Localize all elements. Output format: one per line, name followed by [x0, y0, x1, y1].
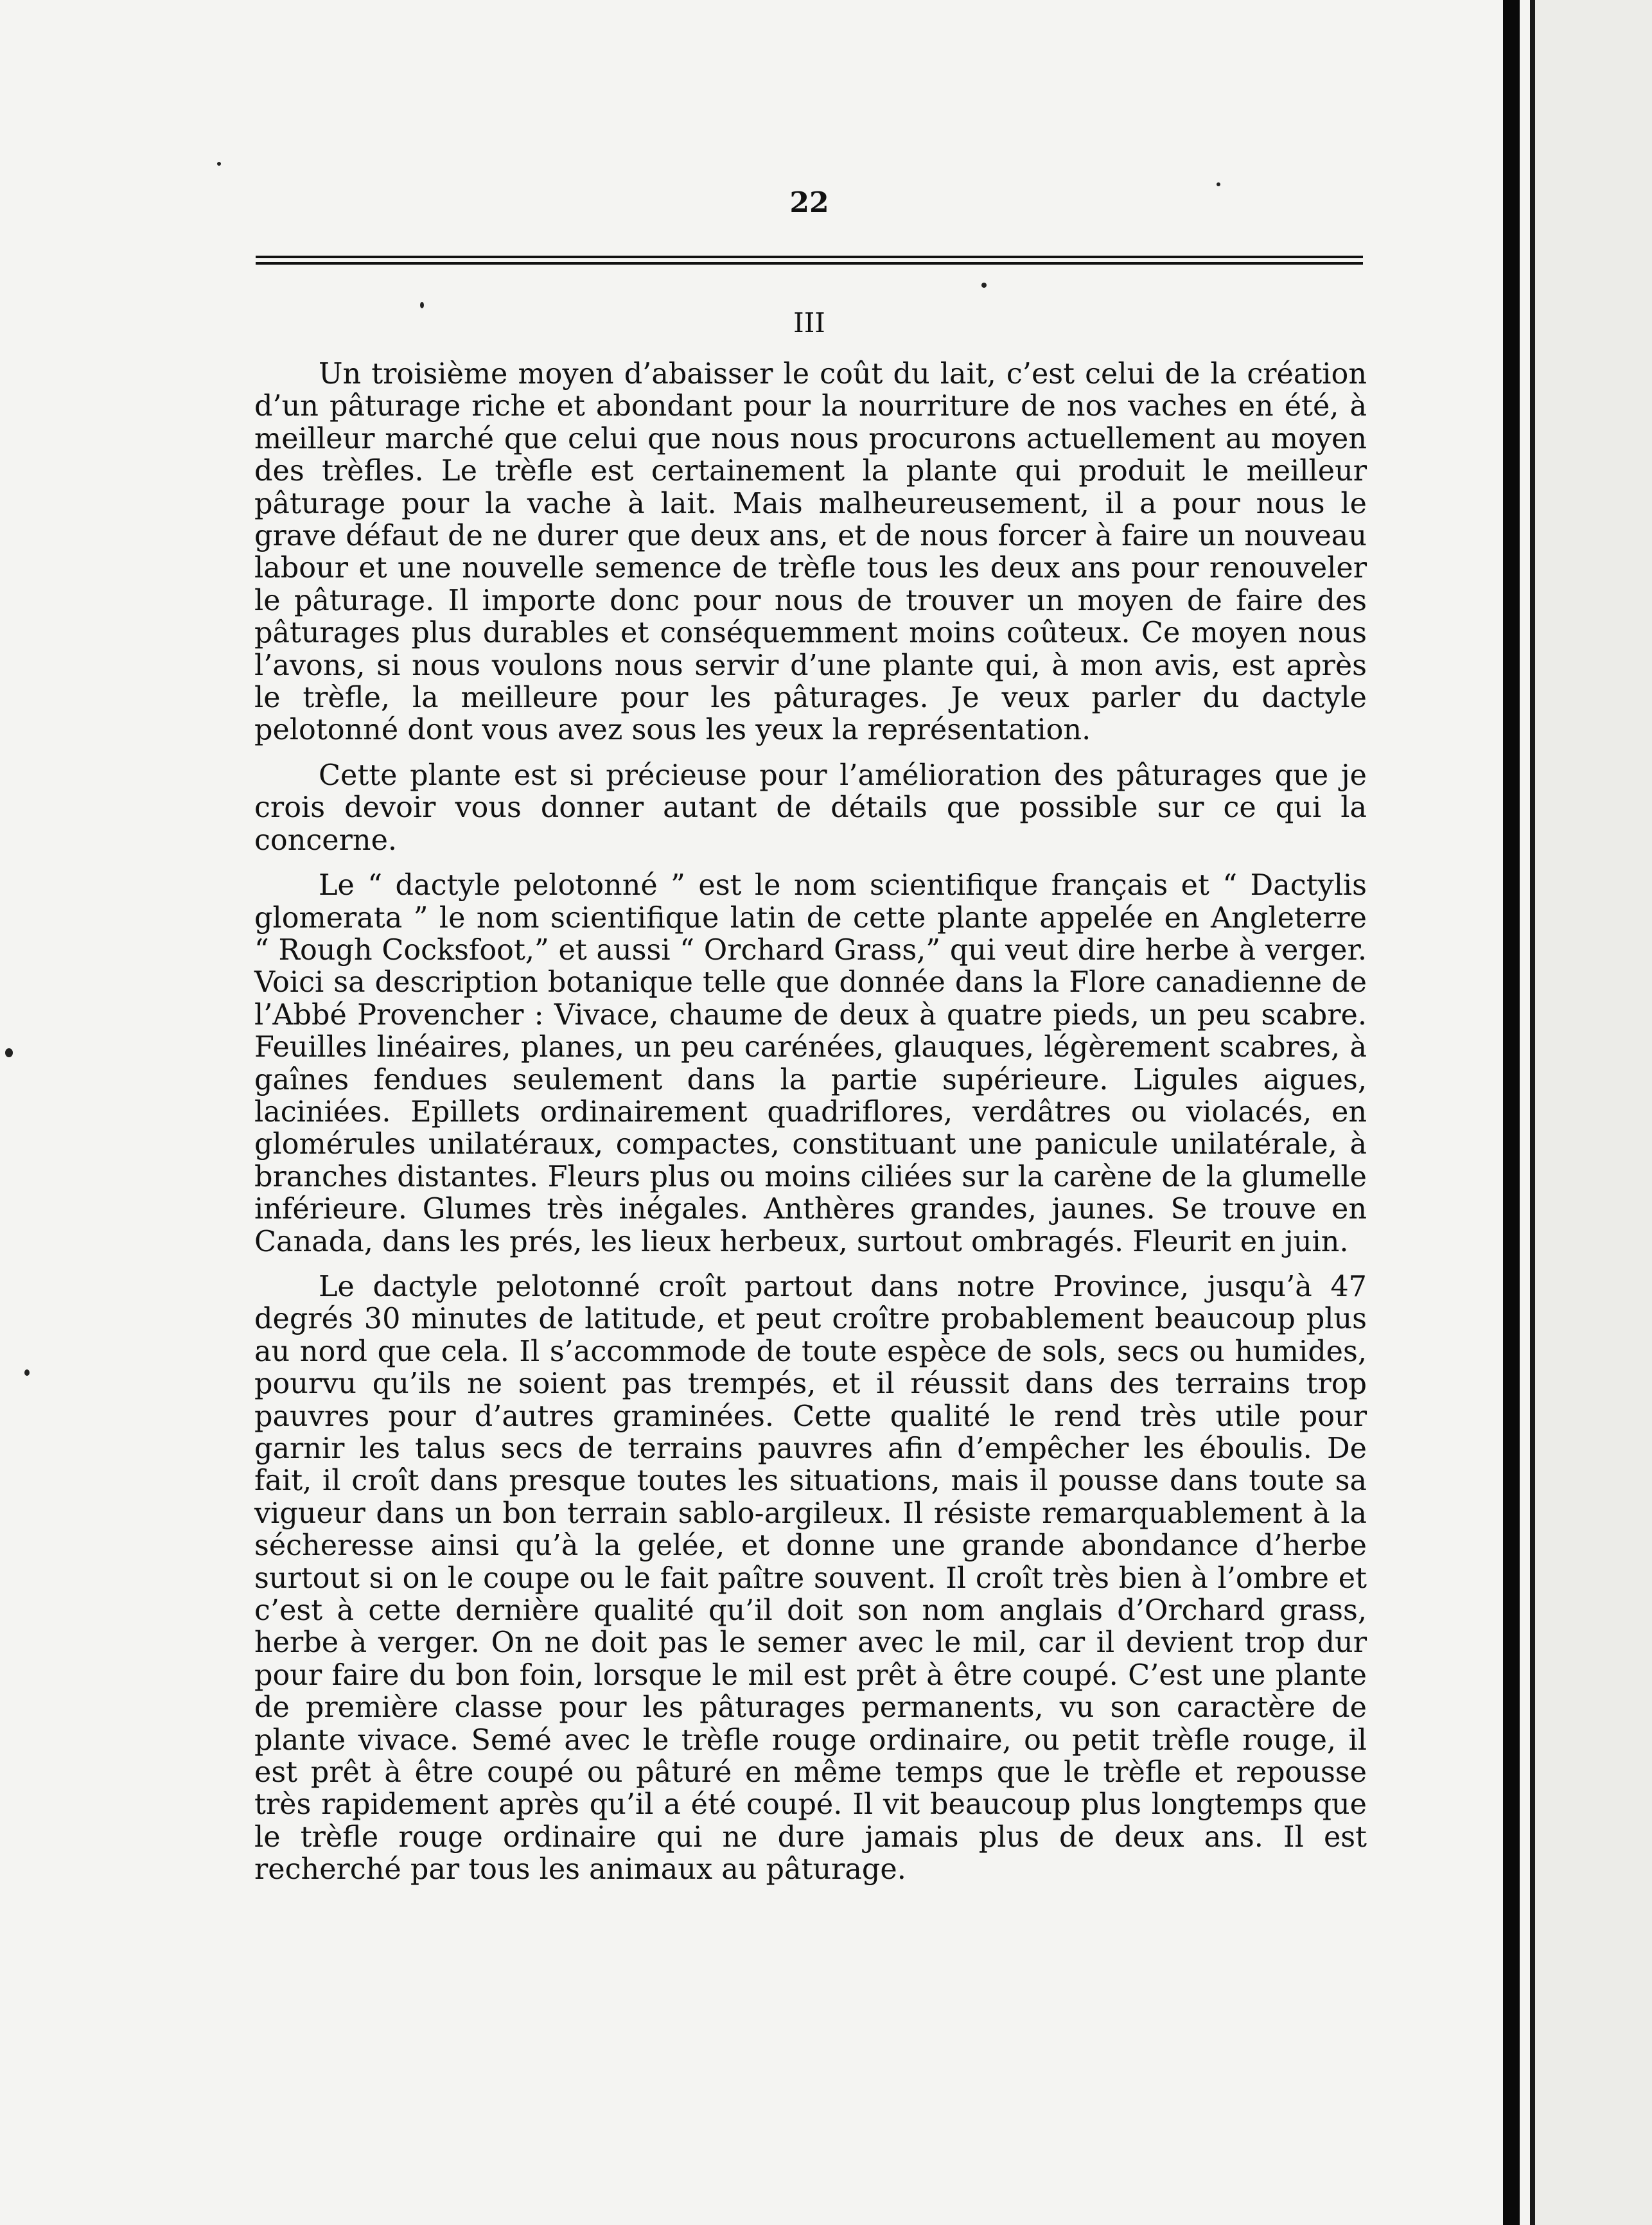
paragraph: Un troisième moyen d’abaisser le coût du lait, c’est celui de la création d’un pâturage riche et abondant pour la nourriture de nos vaches en été, à meilleur marché que celui que nous nous procurons actuellement au moyen des trèfles. Le trèfle est certainement la plante qui produit le meilleur pâturage pour la vache à lait. Mais malheureusement, il a pour nous le grave défaut de ne durer que deux ans, et de nous forcer à faire un nouveau labour et une nouvelle semence de trèfle tous les deux ans pour renouveler le pâturage. Il importe donc pour nous de trouver un moyen de faire des pâturages plus durables et conséquemment moins coûteux. Ce moyen nous l’avons, si nous voulons nous servir d’une plante qui, à mon avis, est après le trèfle, la meilleure pour les pâturages. Je veux parler du dactyle pelotonné dont vous avez sous les yeux la représentation. — [254, 358, 1367, 747]
paragraph: Cette plante est si précieuse pour l’amélioration des pâturages que je crois devoir vous donner autant de détails que possible sur ce qui la concerne. — [254, 759, 1367, 857]
scan-speck — [5, 1048, 13, 1057]
page-binding-edge — [1503, 0, 1520, 2225]
page-number: 22 — [789, 186, 829, 219]
paragraph: Le “ dactyle pelotonné ” est le nom scientifique français et “ Dactylis glomerata ” le nom scientifique latin de cette plante appelée en Angleterre “ Rough Cocksfoot,” et aussi “ Orchard Grass,” qui veut dire herbe à verger. Voici sa description botanique telle que donnée dans la Flore canadienne de l’Abbé Provencher : Vivace, chaume de deux à quatre pieds, un peu scabre. Feuilles linéaires, planes, un peu carénées, glauques, légèrement scabres, à gaînes fendues seulement dans la partie supérieure. Ligules aigues, laciniées. Epillets ordinairement quadriflores, verdâtres ou violacés, en glomérules unilatéraux, compactes, constituant une panicule unilatérale, à branches distantes. Fleurs plus ou moins ciliées sur la carène de la glumelle inférieure. Glumes très inégales. Anthères grandes, jaunes. Se trouve en Canada, dans les prés, les lieux herbeux, surtout ombragés. Fleurit en juin. — [254, 869, 1367, 1258]
scan-speck — [1217, 182, 1220, 186]
scan-speck — [217, 162, 221, 166]
page-binding-line — [1530, 0, 1535, 2225]
scan-margin — [1535, 0, 1652, 2225]
section-heading: III — [793, 307, 825, 339]
scan-speck — [420, 302, 424, 308]
body-text — [254, 358, 1367, 1899]
scan-speck — [981, 283, 987, 288]
header-rule-top — [256, 256, 1363, 258]
paragraph: Le dactyle pelotonné croît partout dans notre Province, jusqu’à 47 degrés 30 minutes de latitude, et peut croître probablement beaucoup plus au nord que cela. Il s’accommode de toute espèce de sols, secs ou humides, pourvu qu’ils ne soient pas trempés, et il réussit dans des terrains trop pauvres pour d’autres graminées. Cette qualité le rend très utile pour garnir les talus secs de terrains pauvres afin d’empêcher les éboulis. De fait, il croît dans presque toutes les situations, mais il pousse dans toute sa vigueur dans un bon terrain sablo-argileux. Il résiste remarquablement à la sécheresse ainsi qu’à la gelée, et donne une grande abondance d’herbe surtout si on le coupe ou le fait paître souvent. Il croît très bien à l’ombre et c’est à cette dernière qualité qu’il doit son nom anglais d’Orchard grass, herbe à verger. On ne doit pas le semer avec le mil, car il devient trop dur pour faire du bon foin, lorsque le mil est prêt à être coupé. C’est une plante de première classe pour les pâturages permanents, vu son caractère de plante vivace. Semé avec le trèfle rouge ordinaire, ou petit trèfle rouge, il est prêt à être coupé ou pâturé en même temps que le trèfle et repousse très rapidement après qu’il a été coupé. Il vit beaucoup plus longtemps que le trèfle rouge ordinaire qui ne dure jamais plus de deux ans. Il est recherché par tous les animaux au pâturage. — [254, 1270, 1367, 1886]
scan-speck — [24, 1369, 30, 1376]
header-rule-bottom — [256, 262, 1363, 265]
